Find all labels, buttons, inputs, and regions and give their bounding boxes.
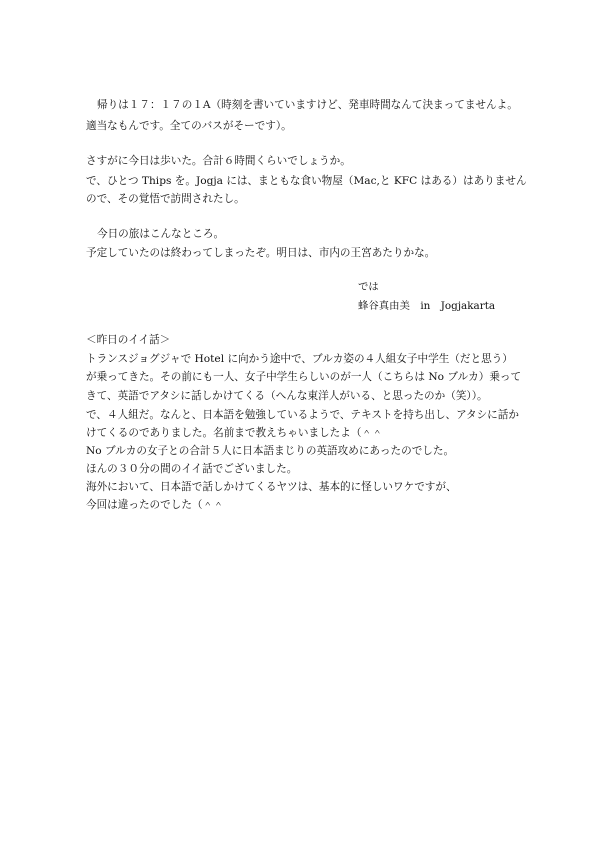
paragraph-2-line-3: ので、その覚悟で訪問されたし。	[86, 193, 245, 205]
paragraph-3-line-2: 予定していたのは終わってしまったぞ。明日は、市内の王宮あたりかな。	[86, 247, 436, 259]
paragraph-1-line-2: 適当なもんです。全てのバスがそーです）。	[86, 120, 292, 132]
episode-line-3: きて、英語でアタシに話しかけてくる（へんな東洋人がいる、と思ったのか（笑））。	[86, 390, 488, 402]
episode-line-1: トランスジョグジャで Hotel に向かう途中で、ブルカ姿の４人組女子中学生（だと思う）	[86, 353, 513, 365]
signature-closing: では	[358, 281, 379, 293]
episode-line-5: けてくるのでありました。名前まで教えちゃいましたよ（＾＾	[86, 427, 383, 439]
episode-line-9: 今回は違ったのでした（＾＾	[86, 499, 224, 511]
episode-line-4: で、４人組だ。なんと、日本語を勉強しているようで、テキストを持ち出し、アタシに話か	[86, 409, 519, 421]
paragraph-1-line-1: 帰りは１７：１７の１A（時刻を書いていますけど、発車時間なんて決まってませんよ。	[97, 99, 518, 111]
episode-line-8: 海外において、日本語で話しかけてくるヤツは、基本的に怪しいワケですが、	[86, 481, 457, 493]
episode-heading: ＜昨日のイイ話＞	[86, 334, 171, 346]
episode-line-2: が乗ってきた。その前にも一人、女子中学生らしいのが一人（こちらは No ブルカ）乗って	[86, 371, 522, 383]
paragraph-3-line-1: 今日の旅はこんなところ。	[97, 228, 225, 240]
paragraph-2-line-2: で、ひとつ Thips を。Jogja には、まともな食い物屋（Mac,と KFC はある）はありません	[86, 175, 527, 187]
episode-line-7: ほんの３０分の間のイイ話でございました。	[86, 463, 298, 475]
signature-author: 蜂谷真由美 in Jogjakarta	[358, 300, 496, 312]
paragraph-2-line-1: さすがに今日は歩いた。合計６時間くらいでしょうか。	[86, 155, 351, 167]
episode-line-6: No ブルカの女子との合計５人に日本語まじりの英語攻めにあったのでした。	[86, 445, 455, 457]
